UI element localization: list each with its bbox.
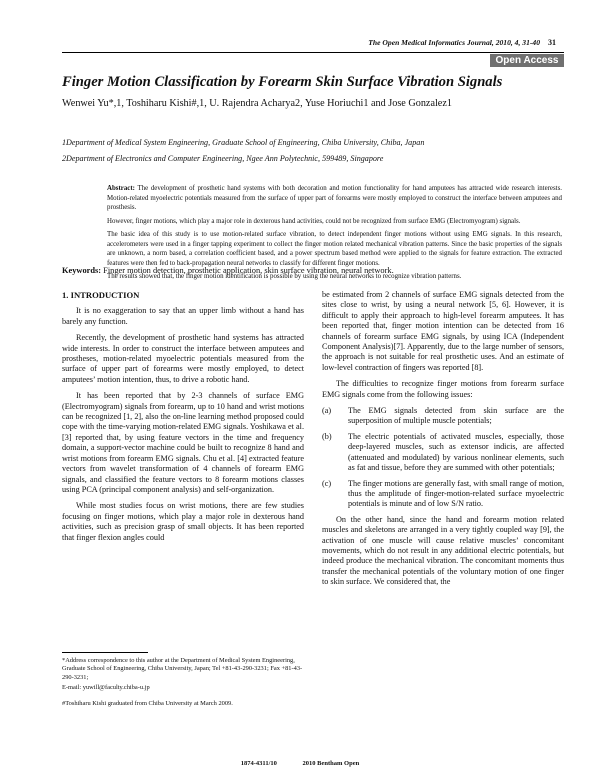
list-item [322,406,564,427]
journal-header: The Open Medical Informatics Journal, 2010, 4, 31-40 [368,38,540,47]
open-access-badge: Open Access [490,54,564,67]
intro-paragraph-3: It has been reported that by 2-3 channels of surface EMG (Electromyogram) signals from forearm, up to 10 hand and wrist motions can be recognized [1, 2], also the on-line learning method proposed could cope with the time-varying motion-related EMG signals. Yoshikawa et al. [3] reported that, by using feature vectors in the time and frequency domain, a support-vector machine could be built to recognize 8 hand and wrist motions from forearm EMG signals. Chu et al. [4] extracted feature vectors from wavelet transformation of 4 channels of forearm EMG signals, and classified the feature vectors to 8 forearm motions classes using PCA (principal component analysis) and self-organization. [62,391,304,494]
footnote-email: E-mail: yuwill@faculty.chiba-u.jp [62,684,150,691]
keywords-text: Finger motion detection, prosthetic application, skin surface vibration, neural network. [103,266,394,275]
footnote-graduation: #Toshiharu Kishi graduated from Chiba University at March 2009. [62,700,233,707]
list-item-marker: (c) [322,478,332,488]
list-item-marker: (b) [322,431,332,441]
list-item-marker: (a) [322,406,332,416]
intro-paragraph-1: It is no exaggeration to say that an upper limb without a hand has barely any function. [62,306,304,326]
paper-title: Finger Motion Classification by Forearm Skin Surface Vibration Signals [62,74,503,90]
right-paragraph-2: The difficulties to recognize finger motions from forearm surface EMG signals come from the following issues: [322,379,564,399]
intro-paragraph-4: While most studies focus on wrist motions, there are few studies focusing on finger motions, which play a major role in dexterous hand activities, such as precision grasp of small objects. It has been reported that finger flexion angles could [62,501,304,542]
list-item [322,479,564,510]
abstract-p2: However, finger motions, which play a major role in dexterous hand activities, could not be recognized from surface EMG (Electromyogram) signals. [107,217,521,225]
page-number: 31 [548,38,556,47]
affiliation-1: 1Department of Medical System Engineering, Graduate School of Engineering, Chiba University, Chiba, Japan [62,138,425,147]
affiliation-2: 2Department of Electronics and Computer Engineering, Ngee Ann Polytechnic, 599489, Singapore [62,154,384,163]
right-paragraph-3: On the other hand, since the hand and forearm motion related muscles and skeletons are arranged in a very tightly coupled way [9], the activation of one muscle will cause relative muscles’ concomitant movements, which do not result in any additional electric potentials, but indeed produce the mechanical vibration. The concomitant moments thus transfer the mechanical potentials of the voluntary motion of one finger to skin surface. We considered that, the [322,514,564,587]
author-list: Wenwei Yu*,1, Toshiharu Kishi#,1, U. Rajendra Acharya2, Yuse Horiuchi1 and Jose Gonzalez1 [62,98,452,109]
abstract-p4: The results showed that, the finger motion identification is possible by using the neural networks to recognize vibration patterns. [107,273,462,280]
intro-paragraph-2: Recently, the development of prosthetic hand systems has attracted wide interests. In order to construct the interface between amputees and prostheses, motion-related myoelectric potentials measured from the surface of upper part of forearms were mostly employed, to detect amputees’ motion intention, thus, to drive a robotic hand. [62,333,304,384]
right-column [322,290,564,594]
abstract-p3: The basic idea of this study is to use motion-related surface vibration, to detect independent finger motions without using EMG signals. In this research, accelerometers were used in a finger tapping experiment to collect the finger motion related mechanical vibration patterns. Since the basic properties of the signals are unknown, a norm based, a correlation coefficient based, and a power spectrum based method were applied to the signals for feature extraction. The extracted features were then fed to back-propagation neural networks to classify for different finger motions. [107,231,562,267]
list-item-text: The EMG signals detected from skin surface are the superposition of multiple muscle potentials; [348,406,564,426]
left-column [62,290,304,549]
footnote-rule [62,652,148,653]
footer-publisher: 2010 Bentham Open [302,760,360,767]
keywords-label: Keywords: [62,266,102,275]
footnote-correspondence: *Address correspondence to this author at the Department of Medical System Engineering, Graduate School of Engineering, Chiba University, Japan; Tel +81-43-290-3231; Fax +81-43-290-3231; [62,657,303,681]
abstract-label: Abstract: [107,185,135,192]
footer-code: 1874-4311/10 [240,760,277,767]
section-heading-introduction: 1. INTRODUCTION [62,290,140,300]
abstract-p1: The development of prosthetic hand systems with both decoration and motion functionality for hand amputees has attracted wide research interests. Motion-related myoelectric potentials measured from the surface of upper part of forearms were mostly employed to construct the interface between amputees and prosthesis. [107,185,562,211]
page-footer [0,760,600,767]
list-item [322,432,564,474]
list-item-text: The finger motions are generally fast, with small range of motion, thus the amplitude of finger-motion-related surface myoelectric potentials is minute and of low S/N ratio. [348,478,564,509]
header-rule [62,52,564,53]
list-item-text: The electric potentials of activated muscles, especially, those deep-layered muscles, such as extensor indicis, are affected (attenuated and modulated) by various nonlinear elements, such as fat and tissue, before they are summed with other potentials; [348,431,564,473]
right-paragraph-1: be estimated from 2 channels of surface EMG signals detected from the sites close to wrist, by using a neural network [5, 6]. However, it is difficult to apply their approach to high-level forearm amputees. It has been reported that, finger motion intention can be detected from 16 channels of forearm surface EMG signals, by using ICA (Independent Component Analysis)[7]. Apparently, due to the large number of sensors, the approach is not suitable for real prosthetic uses. And an estimate of low-level contraction of fingers was reported [8]. [322,290,564,372]
keywords [62,266,566,275]
